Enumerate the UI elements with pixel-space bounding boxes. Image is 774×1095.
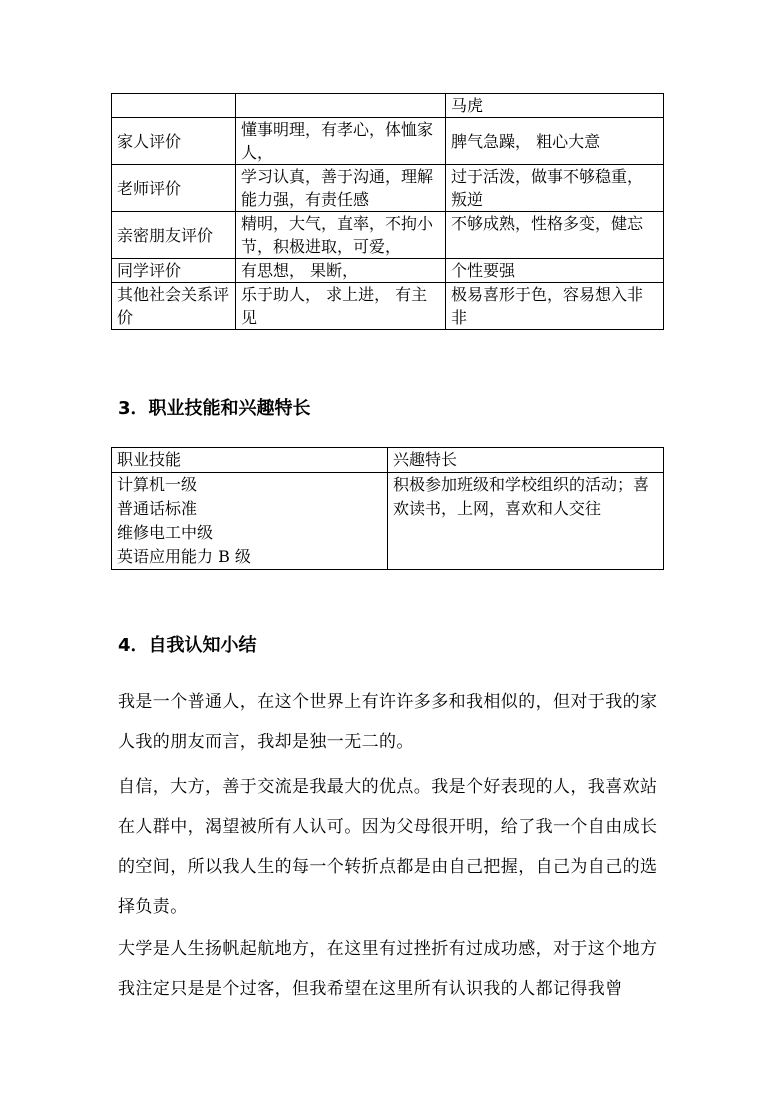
table-row [112,259,664,283]
skill-item: 英语应用能力 B 级 [117,547,251,566]
skills-table [111,447,664,570]
skill-item: 普通话标准 [117,499,198,518]
table-row [112,94,664,118]
skills-header: 职业技能 [112,448,388,473]
weaknesses-cell: 不够成熟，性格多变，健忘 [446,212,664,259]
paragraph: 自信，大方，善于交流是我最大的优点。我是个好表现的人，我喜欢站在人群中，渴望被所有人认可。因为父母很开明，给了我一个自由成长的空间，所以我人生的每一个转折点都是由自己把握，自己为自己的选择负责。 [118,777,658,917]
paragraph: 我是一个普通人，在这个世界上有许许多多和我相似的，但对于我的家人我的朋友而言，我却是独一无二的。 [118,692,658,752]
paragraph: 大学是人生扬帆起航地方，在这里有过挫折有过成功感，对于这个地方我注定只是是个过客，但我希望在这里所有认识我的人都记得我曾 [118,939,658,999]
skills-cell [112,473,388,570]
evaluation-table [111,93,664,330]
weaknesses-cell: 脾气急躁， 粗心大意 [446,118,664,165]
table-row [112,165,664,212]
table-row [112,448,664,473]
weaknesses-cell: 个性要强 [446,259,664,283]
table-row [112,283,664,330]
table-cell [236,94,446,118]
weaknesses-cell: 极易喜形于色，容易想入非非 [446,283,664,330]
table-row [112,212,664,259]
strengths-cell: 有思想， 果断， [236,259,446,283]
interests-cell: 积极参加班级和学校组织的活动；喜欢读书，上网，喜欢和人交往 [388,473,664,570]
skill-item: 维修电工中级 [117,523,214,542]
row-label: 亲密朋友评价 [112,212,236,259]
section3-title: 3．职业技能和兴趣特长 [118,398,311,419]
row-label: 老师评价 [112,165,236,212]
strengths-cell: 精明，大气，直率，不拘小节，积极进取，可爱， [236,212,446,259]
row-label: 家人评价 [112,118,236,165]
table-row [112,473,664,570]
row-label: 其他社会关系评价 [112,283,236,330]
table-cell: 马虎 [446,94,664,118]
section4-title: 4．自我认知小结 [118,635,257,656]
interests-header: 兴趣特长 [388,448,664,473]
row-label: 同学评价 [112,259,236,283]
strengths-cell: 学习认真，善于沟通，理解能力强，有责任感 [236,165,446,212]
weaknesses-cell: 过于活泼，做事不够稳重，叛逆 [446,165,664,212]
skill-item: 计算机一级 [117,475,198,494]
table-row [112,118,664,165]
strengths-cell: 懂事明理，有孝心，体恤家人， [236,118,446,165]
strengths-cell: 乐于助人， 求上进， 有主见 [236,283,446,330]
table-cell [112,94,236,118]
